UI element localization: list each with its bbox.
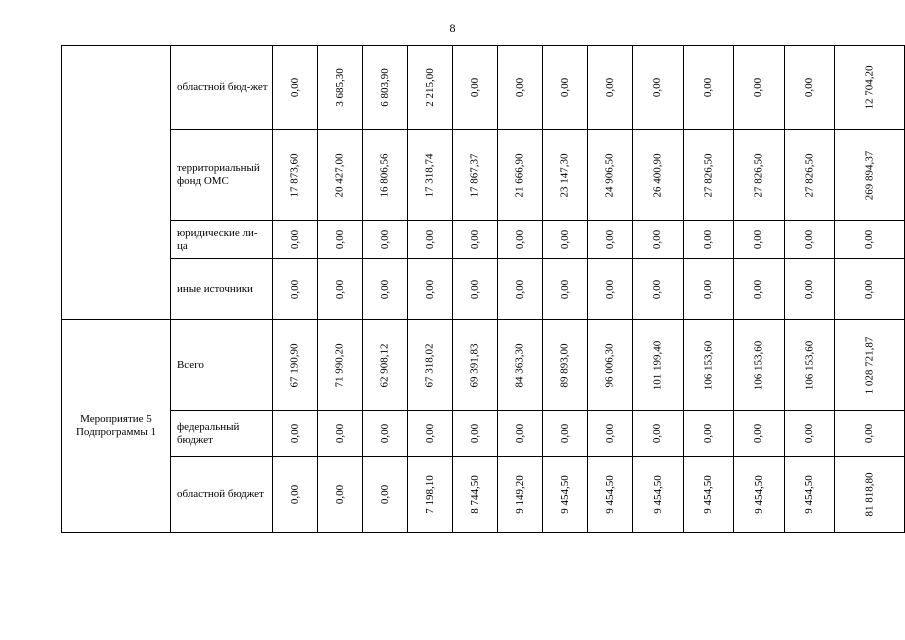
program-name-cell: Мероприятие 5 Подпрограммы 1 xyxy=(62,320,171,533)
value-cell xyxy=(543,259,588,320)
value-cell xyxy=(408,457,453,533)
value-text: 0,00 xyxy=(651,77,664,98)
value-cell xyxy=(683,457,734,533)
value-cell xyxy=(734,457,785,533)
value-cell xyxy=(498,457,543,533)
value-cell xyxy=(273,46,318,130)
value-cell xyxy=(453,259,498,320)
table-row xyxy=(62,221,905,259)
value-text: 9 454,50 xyxy=(558,475,571,514)
value-text: 0,00 xyxy=(513,423,526,444)
value-cell xyxy=(498,130,543,221)
value-text: 0,00 xyxy=(468,423,481,444)
value-cell xyxy=(498,221,543,259)
value-text: 0,00 xyxy=(378,484,391,505)
value-cell xyxy=(784,320,835,411)
value-text: 106 153,60 xyxy=(752,340,765,390)
value-text: 0,00 xyxy=(752,229,765,250)
value-cell xyxy=(683,221,734,259)
value-cell xyxy=(734,259,785,320)
value-text: 23 147,30 xyxy=(558,153,571,197)
page-number: 8 xyxy=(449,21,456,35)
value-cell xyxy=(453,411,498,457)
value-text: 9 454,50 xyxy=(752,475,765,514)
value-cell xyxy=(588,411,633,457)
value-text: 3 685,30 xyxy=(333,68,346,107)
value-cell xyxy=(633,320,684,411)
table-row xyxy=(62,411,905,457)
value-text: 9 454,50 xyxy=(702,475,715,514)
value-cell xyxy=(734,411,785,457)
table-row xyxy=(62,457,905,533)
value-cell xyxy=(363,221,408,259)
value-text: 0,00 xyxy=(468,229,481,250)
value-cell xyxy=(784,411,835,457)
value-cell xyxy=(683,46,734,130)
value-text: 0,00 xyxy=(468,77,481,98)
value-cell xyxy=(273,221,318,259)
total-text: 0,00 xyxy=(863,423,876,444)
total-cell xyxy=(835,46,905,130)
value-text: 9 149,20 xyxy=(513,475,526,514)
value-text: 17 318,74 xyxy=(423,153,436,197)
value-cell xyxy=(784,221,835,259)
value-text: 2 215,00 xyxy=(423,68,436,107)
total-text: 0,00 xyxy=(863,229,876,250)
value-cell xyxy=(784,457,835,533)
value-cell xyxy=(683,259,734,320)
value-cell xyxy=(318,130,363,221)
value-cell xyxy=(543,411,588,457)
value-text: 0,00 xyxy=(378,423,391,444)
value-cell xyxy=(683,130,734,221)
value-text: 0,00 xyxy=(333,423,346,444)
total-cell xyxy=(835,259,905,320)
value-cell xyxy=(453,46,498,130)
value-cell xyxy=(543,130,588,221)
value-cell xyxy=(273,130,318,221)
value-cell xyxy=(273,320,318,411)
value-text: 0,00 xyxy=(702,279,715,299)
value-text: 0,00 xyxy=(803,423,816,444)
value-cell xyxy=(498,411,543,457)
value-text: 0,00 xyxy=(752,423,765,444)
value-cell xyxy=(633,411,684,457)
value-cell xyxy=(498,46,543,130)
value-text: 0,00 xyxy=(603,423,616,444)
value-cell xyxy=(363,320,408,411)
value-text: 27 826,50 xyxy=(702,153,715,197)
value-cell xyxy=(498,320,543,411)
value-text: 0,00 xyxy=(702,77,715,98)
value-cell xyxy=(588,259,633,320)
table-row xyxy=(62,130,905,221)
value-text: 17 867,37 xyxy=(468,153,481,197)
value-cell xyxy=(588,221,633,259)
value-cell xyxy=(453,320,498,411)
value-text: 0,00 xyxy=(423,279,436,299)
value-text: 106 153,60 xyxy=(803,340,816,390)
funding-source-cell: территориальный фонд ОМС xyxy=(170,130,272,221)
value-cell xyxy=(408,259,453,320)
value-text: 21 666,90 xyxy=(513,153,526,197)
value-text: 69 391,83 xyxy=(468,343,481,387)
value-cell xyxy=(318,259,363,320)
value-cell xyxy=(683,411,734,457)
value-text: 27 826,50 xyxy=(803,153,816,197)
value-cell xyxy=(784,259,835,320)
value-text: 24 906,50 xyxy=(603,153,616,197)
value-text: 17 873,60 xyxy=(288,153,301,197)
value-cell xyxy=(363,46,408,130)
funding-source-cell: федеральный бюджет xyxy=(170,411,272,457)
value-cell xyxy=(734,320,785,411)
value-cell xyxy=(588,130,633,221)
funding-source-cell: Всего xyxy=(170,320,272,411)
total-cell xyxy=(835,221,905,259)
value-text: 0,00 xyxy=(558,229,571,250)
value-cell xyxy=(408,411,453,457)
value-text: 0,00 xyxy=(752,279,765,299)
value-text: 67 318,02 xyxy=(423,343,436,387)
value-text: 0,00 xyxy=(288,279,301,299)
funding-source-cell: иные источники xyxy=(170,259,272,320)
value-text: 9 454,50 xyxy=(803,475,816,514)
table-row xyxy=(62,46,905,130)
value-text: 0,00 xyxy=(803,77,816,98)
value-text: 0,00 xyxy=(423,423,436,444)
value-cell xyxy=(498,259,543,320)
value-cell xyxy=(318,411,363,457)
value-cell xyxy=(784,46,835,130)
total-text: 12 704,20 xyxy=(863,65,876,110)
value-cell xyxy=(273,259,318,320)
value-text: 71 990,20 xyxy=(333,343,346,387)
value-cell xyxy=(633,259,684,320)
value-text: 20 427,00 xyxy=(333,153,346,197)
value-text: 0,00 xyxy=(752,77,765,98)
value-text: 6 803,90 xyxy=(378,68,391,107)
value-cell xyxy=(784,130,835,221)
value-cell xyxy=(588,46,633,130)
table-body xyxy=(62,46,905,533)
total-text: 81 818,80 xyxy=(863,472,876,517)
budget-table xyxy=(61,45,905,533)
funding-source-cell: областной бюд-жет xyxy=(170,46,272,130)
value-text: 0,00 xyxy=(651,279,664,299)
value-cell xyxy=(633,46,684,130)
funding-source-cell: юридические ли-ца xyxy=(170,221,272,259)
value-text: 0,00 xyxy=(288,484,301,505)
table-row xyxy=(62,320,905,411)
total-cell xyxy=(835,457,905,533)
value-text: 0,00 xyxy=(288,229,301,250)
value-cell xyxy=(683,320,734,411)
value-cell xyxy=(633,130,684,221)
value-cell xyxy=(543,457,588,533)
value-text: 0,00 xyxy=(288,77,301,98)
value-text: 27 826,50 xyxy=(752,153,765,197)
value-text: 0,00 xyxy=(333,484,346,505)
value-text: 0,00 xyxy=(558,77,571,98)
value-cell xyxy=(363,411,408,457)
program-name-cell xyxy=(62,46,171,320)
value-text: 26 400,90 xyxy=(651,153,664,197)
value-text: 0,00 xyxy=(803,229,816,250)
value-cell xyxy=(543,46,588,130)
value-cell xyxy=(588,457,633,533)
value-text: 0,00 xyxy=(513,77,526,98)
value-cell xyxy=(734,46,785,130)
value-text: 0,00 xyxy=(603,77,616,98)
value-cell xyxy=(318,457,363,533)
value-text: 0,00 xyxy=(468,279,481,299)
value-text: 7 198,10 xyxy=(423,475,436,514)
value-cell xyxy=(408,320,453,411)
value-cell xyxy=(408,221,453,259)
value-text: 0,00 xyxy=(702,229,715,250)
value-text: 62 908,12 xyxy=(378,343,391,387)
total-text: 0,00 xyxy=(863,279,876,299)
value-text: 0,00 xyxy=(651,423,664,444)
table-row xyxy=(62,259,905,320)
value-cell xyxy=(633,457,684,533)
value-text: 0,00 xyxy=(378,229,391,250)
value-cell xyxy=(734,221,785,259)
value-text: 8 744,50 xyxy=(468,475,481,514)
value-cell xyxy=(363,457,408,533)
value-cell xyxy=(543,221,588,259)
value-cell xyxy=(588,320,633,411)
total-cell xyxy=(835,320,905,411)
value-text: 84 363,30 xyxy=(513,343,526,387)
value-text: 0,00 xyxy=(513,229,526,250)
value-cell xyxy=(273,411,318,457)
value-cell xyxy=(408,130,453,221)
total-cell xyxy=(835,411,905,457)
value-text: 0,00 xyxy=(513,279,526,299)
value-text: 0,00 xyxy=(558,279,571,299)
value-text: 0,00 xyxy=(603,229,616,250)
value-cell xyxy=(734,130,785,221)
value-text: 0,00 xyxy=(702,423,715,444)
value-text: 0,00 xyxy=(288,423,301,444)
value-cell xyxy=(318,320,363,411)
value-text: 16 806,56 xyxy=(378,153,391,197)
value-cell xyxy=(633,221,684,259)
value-text: 9 454,50 xyxy=(651,475,664,514)
value-cell xyxy=(453,221,498,259)
value-cell xyxy=(363,130,408,221)
value-cell xyxy=(273,457,318,533)
value-text: 89 893,00 xyxy=(558,343,571,387)
value-text: 106 153,60 xyxy=(702,340,715,390)
value-text: 67 190,90 xyxy=(288,343,301,387)
value-cell xyxy=(453,130,498,221)
value-cell xyxy=(318,221,363,259)
value-text: 0,00 xyxy=(333,279,346,299)
value-text: 0,00 xyxy=(423,229,436,250)
value-text: 0,00 xyxy=(803,279,816,299)
value-text: 0,00 xyxy=(558,423,571,444)
value-cell xyxy=(408,46,453,130)
value-cell xyxy=(543,320,588,411)
value-text: 96 006,30 xyxy=(603,343,616,387)
value-text: 9 454,50 xyxy=(603,475,616,514)
total-text: 269 894,37 xyxy=(863,150,876,200)
value-text: 0,00 xyxy=(333,229,346,250)
value-text: 101 199,40 xyxy=(651,340,664,390)
value-cell xyxy=(363,259,408,320)
value-cell xyxy=(318,46,363,130)
funding-source-cell: областной бюджет xyxy=(170,457,272,533)
value-cell xyxy=(453,457,498,533)
value-text: 0,00 xyxy=(378,279,391,299)
value-text: 0,00 xyxy=(603,279,616,299)
total-text: 1 028 721,87 xyxy=(863,336,876,394)
value-text: 0,00 xyxy=(651,229,664,250)
total-cell xyxy=(835,130,905,221)
